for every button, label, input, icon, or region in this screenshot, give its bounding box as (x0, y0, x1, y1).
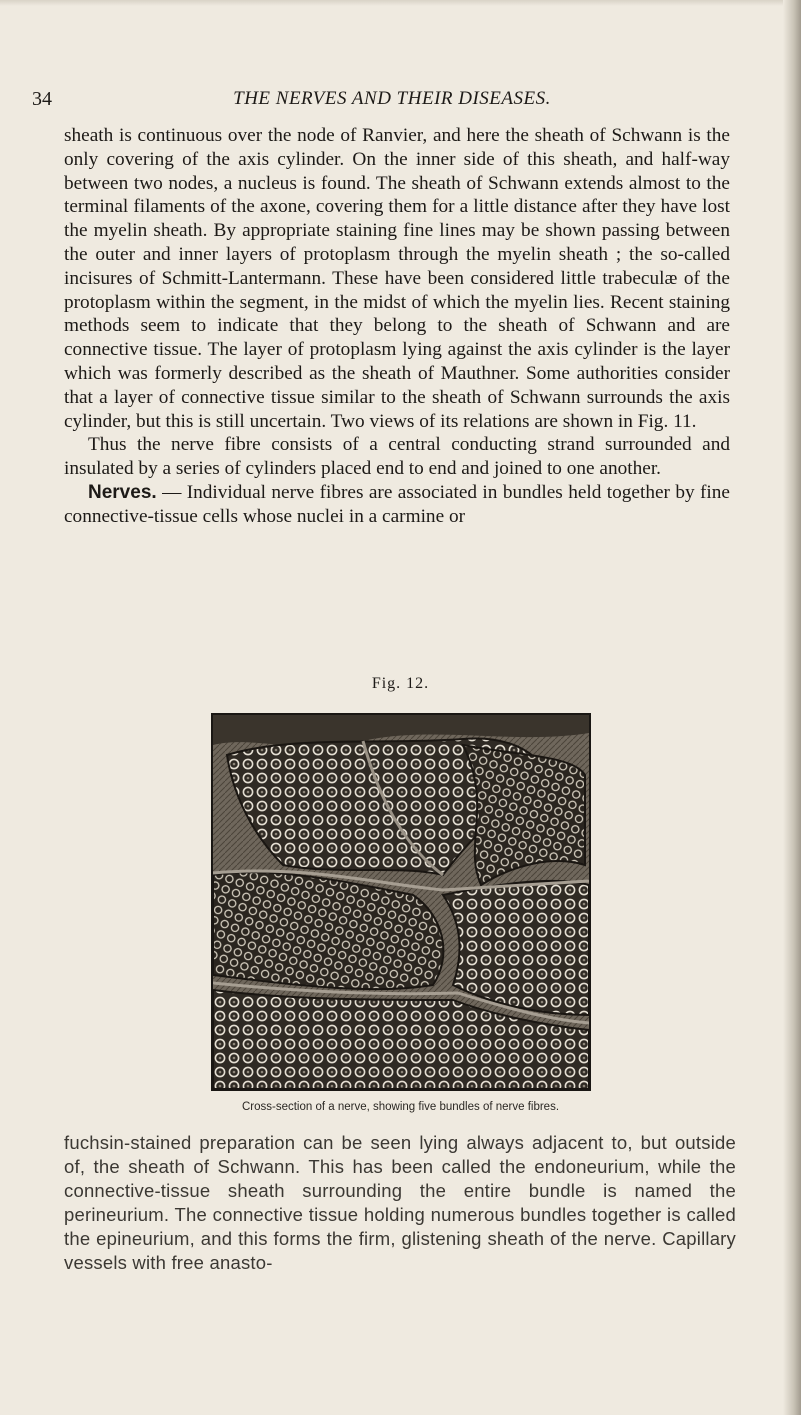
figure-plate (211, 713, 591, 1091)
figure-label: Fig. 12. (371, 675, 430, 692)
page-right-edge (783, 0, 801, 1415)
paragraph-3 (64, 481, 730, 529)
paragraph-3-text: Individual nerve fibres are associated in bundles held together by fine connective-tissue cells whose nuclei in a carmine or (64, 481, 730, 527)
running-title: THE NERVES AND THEIR DISEASES. (233, 88, 551, 109)
page-number: 34 (32, 88, 52, 110)
figure-caption: Cross-section of a nerve, showing five bundles of nerve fibres. (241, 1101, 560, 1113)
paragraph-2: Thus the nerve fibre consists of a central conducting strand surrounded and insulated by a series of cylinders placed end to end and joined to one another. (64, 434, 730, 480)
nerve-cross-section-illustration (213, 715, 589, 1089)
page-top-edge (0, 0, 801, 6)
paragraph-continued: fuchsin-stained preparation can be seen lying always adjacent to, but outside of, the sheath of Schwann. This has been called the endoneurium, while the connective-tissue sheath surrounding the entire bundle is named the perineurium. The connective tissue holding numerous bundles together is called the epineurium, and this forms the firm, glistening sheath of the nerve. Capillary vessels with free anasto- (64, 1132, 736, 1273)
section-heading-nerves: Nerves. (88, 481, 157, 503)
body-text (64, 124, 730, 529)
paragraph-1: sheath is continuous over the node of Ranvier, and here the sheath of Schwann is the only covering of the axis cylinder. On the inner side of this sheath, and half-way between two nodes, a nucleus is found. The sheath of Schwann extends almost to the terminal filaments of the axone, covering them for a little distance after they have lost the myelin sheath. By appropriate staining fine lines may be shown passing between the outer and inner layers of protoplasm through the myelin sheath ; the so-called incisures of Schmitt-Lantermann. These have been considered little trabeculæ of the protoplasm within the segment, in the midst of which the myelin lies. Recent staining methods seem to indicate that they belong to the sheath of Schwann and are connective tissue. The layer of protoplasm lying against the axis cylinder is the layer which was formerly described as the sheath of Mauthner. Some authorities consider that a layer of connective tissue similar to the sheath of Schwann surrounds the axis cylinder, but this is still uncertain. Two views of its relations are shown in Fig. 11. (64, 125, 730, 432)
continued-text (64, 1131, 736, 1275)
section-dash: — (156, 481, 187, 503)
running-head (32, 88, 752, 114)
